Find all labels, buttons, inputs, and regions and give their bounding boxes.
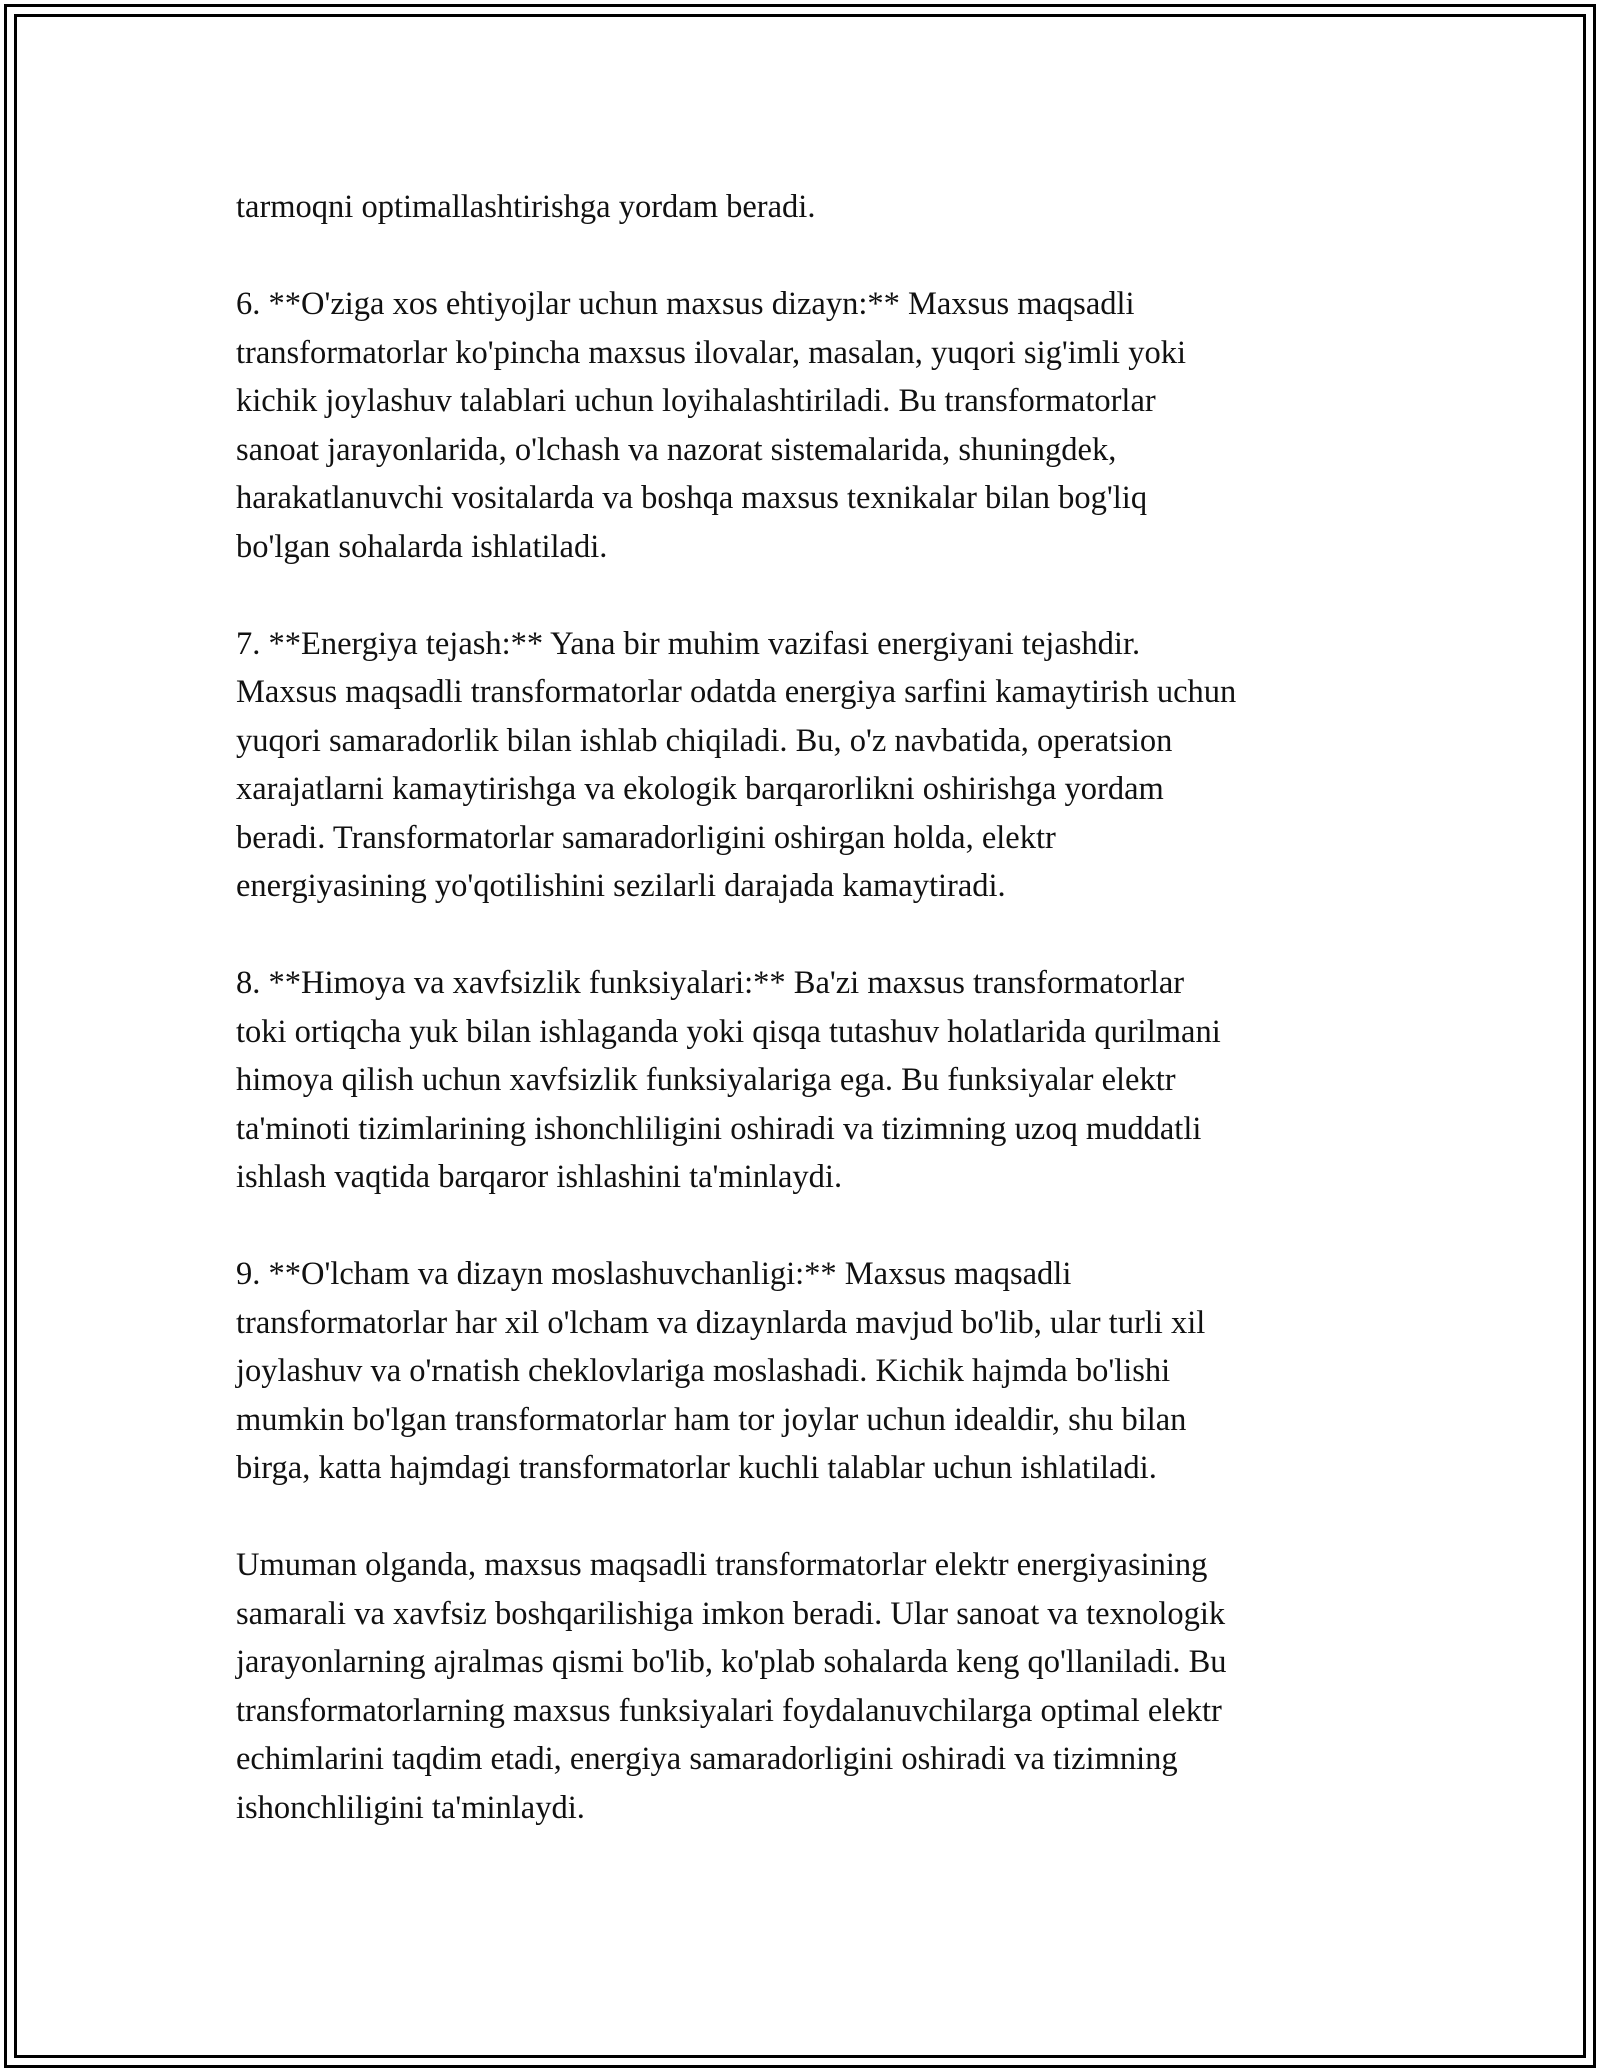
text-line: Umuman olganda, maxsus maqsadli transformatorlar elektr energiyasining (236, 1547, 1208, 1583)
text-line: yuqori samaradorlik bilan ishlab chiqiladi. Bu, o'z navbatida, operatsion (236, 722, 1173, 759)
text-line: transformatorlarning maxsus funksiyalari foydalanuvchilarga optimal elektr (236, 1692, 1222, 1729)
text-line: 8. **Himoya va xavfsizlik funksiyalari:** Ba'zi maxsus transformatorlar (236, 965, 1185, 1001)
text-line: energiyasining yo'qotilishini sezilarli darajada kamaytiradi. (236, 868, 1006, 904)
text-line: tarmoqni optimallashtirishga yordam beradi. (236, 189, 816, 225)
text-line: transformatorlar har xil o'lcham va dizaynlarda mavjud bo'lib, ular turli xil (236, 1304, 1206, 1341)
paragraph-item-6 (236, 280, 1396, 571)
text-line: beradi. Transformatorlar samaradorligini oshirgan holda, elektr (236, 819, 1056, 856)
text-line: jarayonlarning ajralmas qismi bo'lib, ko'plab sohalarda keng qo'llaniladi. Bu (236, 1644, 1227, 1680)
text-line: ta'minoti tizimlarining ishonchliligini oshiradi va tizimning uzoq muddatli (236, 1110, 1202, 1147)
text-line: toki ortiqcha yuk bilan ishlaganda yoki qisqa tutashuv holatlarida qurilmani (236, 1013, 1221, 1050)
text-line: joylashuv va o'rnatish cheklovlariga moslashadi. Kichik hajmda bo'lishi (236, 1353, 1171, 1389)
text-line: ishlash vaqtida barqaror ishlashini ta'minlaydi. (236, 1159, 843, 1195)
text-line: ishonchliligini ta'minlaydi. (236, 1789, 585, 1826)
text-line: 7. **Energiya tejash:** Yana bir muhim vazifasi energiyani tejashdir. (236, 625, 1141, 662)
text-line: harakatlanuvchi vositalarda va boshqa maxsus texnikalar bilan bog'liq (236, 480, 1148, 516)
paragraph-item-8 (236, 959, 1396, 1202)
text-line: birga, katta hajmdagi transformatorlar kuchli talablar uchun ishlatiladi. (236, 1450, 1157, 1486)
paragraph-item-9 (236, 1250, 1396, 1493)
text-line: xarajatlarni kamaytirishga va ekologik barqarorlikni oshirishga yordam (236, 771, 1164, 807)
text-line: sanoat jarayonlarida, o'lchash va nazorat sistemalarida, shuningdek, (236, 431, 1117, 468)
text-line: kichik joylashuv talablari uchun loyihalashtiriladi. Bu transformatorlar (236, 383, 1156, 419)
document-body (236, 183, 1396, 1881)
text-line: echimlarini taqdim etadi, energiya samaradorligini oshiradi va tizimning (236, 1741, 1178, 1777)
text-line: himoya qilish uchun xavfsizlik funksiyalariga ega. Bu funksiyalar elektr (236, 1062, 1176, 1098)
text-line: 6. **O'ziga xos ehtiyojlar uchun maxsus dizayn:** Maxsus maqsadli (236, 286, 1135, 322)
text-line: bo'lgan sohalarda ishlatiladi. (236, 528, 608, 565)
text-line: mumkin bo'lgan transformatorlar ham tor joylar uchun idealdir, shu bilan (236, 1401, 1187, 1438)
paragraph-conclusion (236, 1541, 1396, 1832)
text-line: samarali va xavfsiz boshqarilishiga imkon beradi. Ular sanoat va texnologik (236, 1595, 1226, 1632)
paragraph-intro-continuation (236, 183, 1396, 232)
text-line: 9. **O'lcham va dizayn moslashuvchanligi:** Maxsus maqsadli (236, 1256, 1072, 1292)
paragraph-item-7 (236, 620, 1396, 911)
text-line: Maxsus maqsadli transformatorlar odatda energiya sarfini kamaytirish uchun (236, 674, 1237, 710)
text-line: transformatorlar ko'pincha maxsus ilovalar, masalan, yuqori sig'imli yoki (236, 334, 1186, 371)
